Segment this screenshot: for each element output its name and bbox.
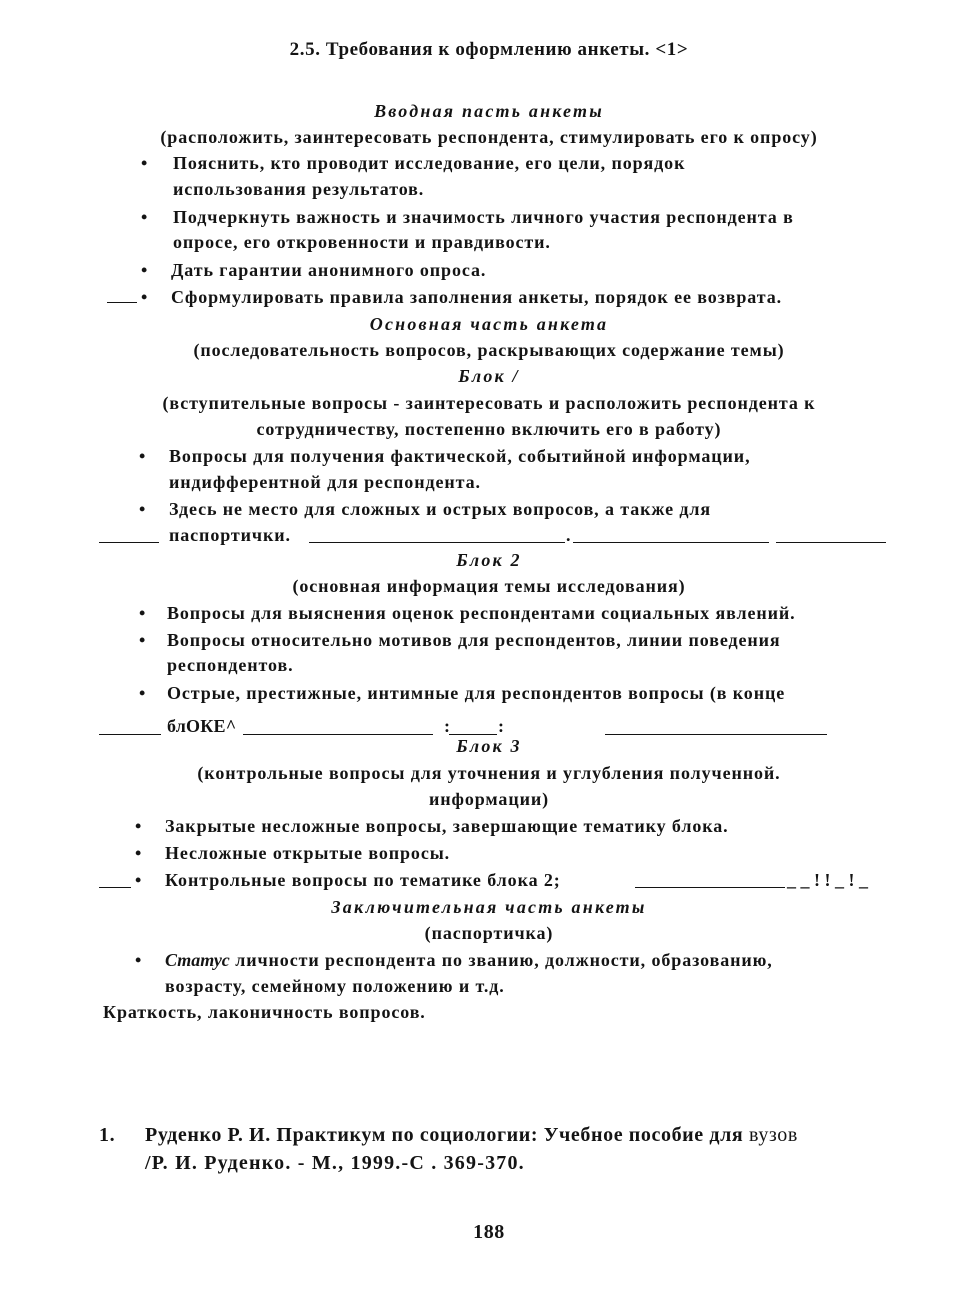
bullet-icon: •: [139, 603, 146, 623]
list-item-cont: индифферентной для респондента.: [169, 472, 481, 492]
punctuation: :: [444, 716, 451, 736]
bullet-icon: •: [139, 683, 146, 703]
list-item: Вопросы относительно мотивов для респондентов, линии поведения: [167, 630, 781, 650]
list-item-cont: респондентов.: [167, 655, 294, 675]
footnote-line: [145, 1124, 798, 1146]
final-heading: Заключительная часть анкеты: [331, 897, 647, 917]
punctuation: _ _ ! ! _ ! _: [787, 870, 868, 890]
bullet-icon: •: [139, 630, 146, 650]
list-item-cont: возрасту, семейному положению и т.д.: [165, 976, 505, 996]
footnote-word: вузов: [743, 1124, 798, 1146]
list-item: Контрольные вопросы по тематике блока 2;: [165, 870, 561, 890]
footnote-line-cont: /Р. И. Руденко. - М., 1999.-С . 369-370.: [145, 1152, 525, 1174]
bullet-icon: •: [135, 816, 142, 836]
block1-subtitle: (вступительные вопросы - заинтересовать и расположить респондента к: [162, 393, 816, 413]
block3-subtitle: (контрольные вопросы для уточнения и углубления полученной.: [197, 763, 781, 783]
footnote-citation: Руденко Р. И. Практикум по социологии: Учебное пособие: [145, 1124, 704, 1146]
underline: [309, 542, 565, 543]
main-heading: Основная часть анкета: [369, 314, 609, 334]
intro-heading: Вводная пасть анкеты: [374, 101, 604, 121]
list-item: Вопросы для получения фактической, событийной информации,: [169, 446, 751, 466]
underline: [107, 302, 137, 303]
bullet-icon: •: [139, 499, 146, 519]
footnote-word: для: [703, 1124, 744, 1146]
block1-subtitle-cont: сотрудничеству, постепенно включить его в работу): [256, 419, 722, 439]
list-item: Подчеркнуть важность и значимость личного участия респондента в: [173, 207, 794, 227]
block3-subtitle-cont: информации): [428, 789, 550, 809]
underline: [635, 887, 785, 888]
intro-subtitle: (расположить, заинтересовать респондента, стимулировать его к опросу): [160, 127, 818, 147]
closing-note: Краткость, лаконичность вопросов.: [103, 1002, 426, 1022]
list-item: Вопросы для выяснения оценок респондентами социальных явлений.: [167, 603, 796, 623]
punctuation: :: [498, 716, 505, 736]
list-item: Острые, престижные, интимные для респондентов вопросы (в конце: [167, 683, 786, 703]
list-item: Несложные открытые вопросы.: [165, 843, 451, 863]
block2-subtitle: (основная информация темы исследования): [292, 576, 686, 596]
list-item: [165, 949, 773, 971]
block2-heading: Блок 2: [456, 550, 522, 570]
punctuation: .: [566, 525, 572, 545]
final-subtitle: (паспортичка): [424, 923, 554, 943]
bullet-icon: •: [141, 153, 148, 173]
bullet-icon: •: [135, 843, 142, 863]
list-item: Дать гарантии анонимного опроса.: [171, 260, 487, 280]
list-item-cont: паспортички.: [169, 525, 291, 545]
list-item: Закрытые несложные вопросы, завершающие тематику блока.: [165, 816, 729, 836]
block1-heading: Блок /: [458, 366, 520, 386]
list-item-cont: блОКЕ^: [167, 716, 237, 736]
bullet-icon: •: [141, 260, 148, 280]
main-subtitle: (последовательность вопросов, раскрывающих содержание темы): [193, 340, 785, 360]
bullet-icon: •: [135, 870, 142, 890]
bullet-icon: •: [141, 287, 148, 307]
underline: [776, 542, 886, 543]
list-item: Пояснить, кто проводит исследование, его цели, порядок: [173, 153, 686, 173]
block3-heading: Блок 3: [456, 736, 522, 756]
list-item: Здесь не место для сложных и острых вопросов, а также для: [169, 499, 712, 519]
page-title: 2.5. Требования к оформлению анкеты. <1>: [289, 39, 689, 60]
underline: [99, 887, 131, 888]
list-item: Сформулировать правила заполнения анкеты, порядок ее возврата.: [171, 287, 783, 307]
list-item-cont: использования результатов.: [173, 179, 425, 199]
list-item-text: личности респондента по званию, должности, образованию,: [229, 950, 773, 970]
footnote-number: 1.: [99, 1124, 116, 1146]
underline: [99, 542, 159, 543]
bullet-icon: •: [135, 950, 142, 970]
emphasis-text: Статус: [165, 950, 230, 970]
list-item-cont: опросе, его откровенности и правдивости.: [173, 232, 551, 252]
page-number: 188: [473, 1221, 505, 1243]
underline: [573, 542, 769, 543]
bullet-icon: •: [141, 207, 148, 227]
bullet-icon: •: [139, 446, 146, 466]
